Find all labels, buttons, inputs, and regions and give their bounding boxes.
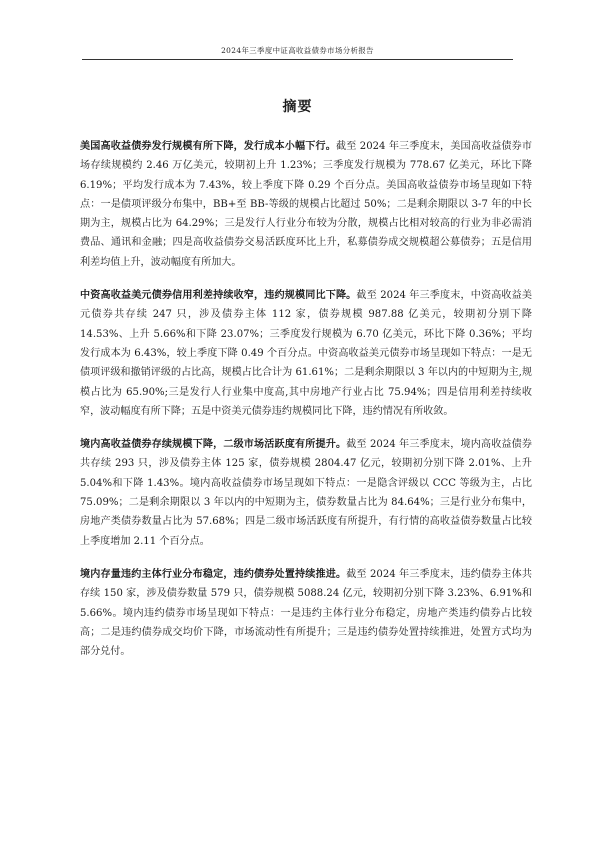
summary-paragraph-domestic-default [80,565,532,661]
paragraph-lead: 境内高收益债券存续规模下降，二级市场活跃度有所提升。 [80,439,347,451]
paragraph-body: 截至 2024 年三季度末，境内高收益债券共存续 293 只，涉及债券主体 125 家，债券规模 2804.47 亿元，较期初分别下降 2.01%、上升 5.04%和下降 1.43%。境内高收益债券市场呈现如下特点：一是隐含评级以 CCC 等级为主，占比 75.09%；二是剩余期限以 3 年以内的中短期为主，债券数量占比为 84.64%；三是行业分布集中，房地产类债券数量占比为 57.68%；四是二级市场活跃度有所提升，有行情的高收益债券数量占比较上季度增加 2.11 个百分点。 [80,439,533,547]
running-header: 2024年三季度中证高收益债券市场分析报告 [221,46,374,55]
summary-sections [80,137,532,675]
paragraph-lead: 美国高收益债券发行规模有所下降，发行成本小幅下行。 [80,141,336,152]
paragraph-lead: 中资高收益美元债券信用利差持续收窄，违约规模同比下降。 [80,290,357,302]
paragraph-body: 截至 2024 年三季度末，中资高收益美元债券共存续 247 只，涉及债券主体 112 家，债券规模 987.88 亿美元，较期初分别下降 14.53%、上升 5.66%和下降 23.07%；三季度发行规模为 6.70 亿美元，环比下降 0.36%；平均发行成本为 6.43%，较上季度下降 0.49 个百分点。中资高收益美元债券市场呈现如下特点：一是无债项评级和撤销评级的占比高，规模占比合计为 61.61%；二是剩余期限以 3 年以内的中短期为主,规模占比为 65.90%;三是发行人行业集中度高,其中房地产行业占比 75.94%；四是信用利差持续收窄，波动幅度有所下降；五是中资美元债券违约规模同比下降，违约情况有所收敛。 [80,290,532,417]
paragraph-body: 截至 2024 年三季度末，美国高收益债券市场存续规模约 2.46 万亿美元，较期初上升 1.23%；三季度发行规模为 778.67 亿美元，环比下降 6.19%；平均发行成本为 7.43%，较上季度下降 0.29 个百分点。美国高收益债券市场呈现如下特点：一是债项评级分布集中，BB+至 BB-等级的规模占比超过 50%；二是剩余期限以 3-7 年的中长期为主，规模占比为 64.29%；三是发行人行业分布较为分散，规模占比相对较高的行业为非必需消费品、通讯和金融；四是高收益债券交易活跃度环比上升，私募债券成交规模超公募债券；五是信用利差均值上升，波动幅度有所加大。 [80,141,533,268]
page-title: 摘要 [282,99,313,115]
summary-paragraph-domestic-high-yield [80,435,532,551]
header-rule [82,59,513,60]
summary-paragraph-chinese-usd-high-yield [80,286,532,421]
paragraph-body: 截至 2024 年三季度末，违约债券主体共存续 150 家，涉及债券数量 579 只，债券规模 5088.24 亿元，较期初分别下降 3.23%、6.91%和 5.66%。境内违约债券市场呈现如下特点：一是违约主体行业分布稳定，房地产类违约债券占比较高；二是违约债券成交均价下降，市场流动性有所提升；三是违约债券处置持续推进，处置方式均为部分兑付。 [80,568,533,658]
paragraph-lead: 境内存量违约主体行业分布稳定，违约债券处置持续推进。 [80,568,347,580]
summary-paragraph-us-high-yield [80,137,532,272]
